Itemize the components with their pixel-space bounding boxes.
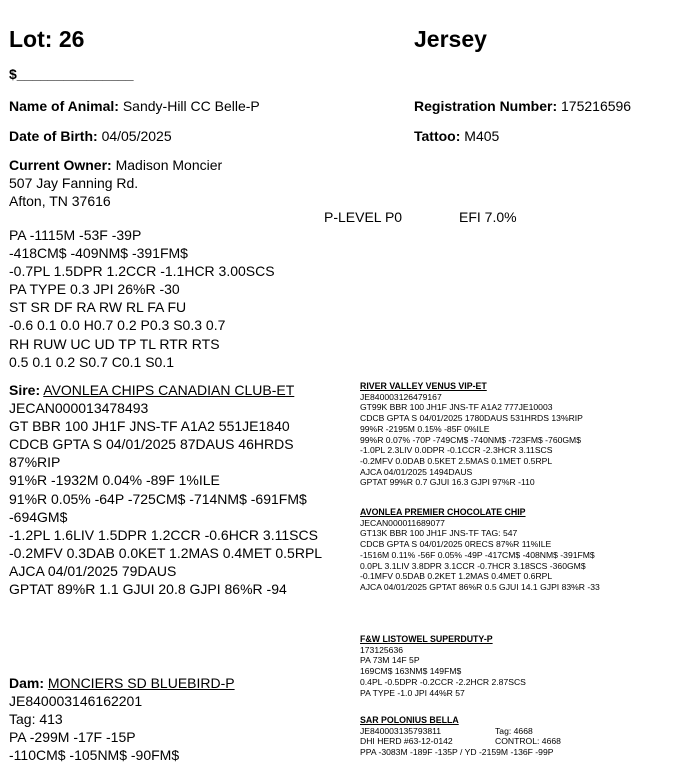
pedigree-control: CONTROL: 4668	[495, 736, 561, 747]
pedigree-name: AVONLEA PREMIER CHOCOLATE CHIP	[360, 507, 526, 517]
sire-heading: Sire: AVONLEA CHIPS CANADIAN CLUB-ET	[9, 382, 295, 398]
pedigree-line: CDCB GPTA S 04/01/2025 0RECS 87%R 11%ILE	[360, 539, 552, 550]
pedigree-name: F&W LISTOWEL SUPERDUTY-P	[360, 634, 493, 644]
pedigree-sire-sire	[360, 507, 600, 593]
dam-line: JE840003146162201	[9, 693, 143, 710]
genomics-line: ST SR DF RA RW RL FA FU	[9, 299, 187, 316]
registration-row	[414, 97, 631, 115]
dam-heading	[9, 674, 235, 692]
dam-label: Dam:	[9, 675, 45, 691]
dam-block	[9, 674, 235, 764]
pedigree-line: 0.0PL 3.1LIV 3.8DPR 3.1CCR -0.7HCR 3.18SCS -360GM$	[360, 560, 586, 571]
pedigree-sire-dam	[360, 381, 583, 488]
pedigree-line: PA 73M 14F 5P	[360, 655, 420, 666]
pedigree-tag: Tag: 4668	[495, 725, 533, 736]
sire-label: Sire	[9, 382, 36, 398]
genomics-line: PA TYPE 0.3 JPI 26%R -30	[9, 281, 180, 298]
sire-line: GPTAT 89%R 1.1 GJUI 20.8 GJPI 86%R -94	[9, 581, 287, 598]
dob-label: Date of Birth:	[9, 128, 98, 144]
lot-number: 26	[58, 26, 85, 52]
genomics-line: 0.5 0.1 0.2 S0.7 C0.1 S0.1	[9, 353, 175, 370]
animal-name-label: Name of Animal:	[9, 98, 119, 114]
pedigree-line: PPA -3083M -189F -135P / YD -2159M -136F -99P	[360, 747, 554, 758]
pedigree-line: JE840003126479167	[360, 391, 442, 402]
animal-name-row	[9, 97, 260, 115]
pedigree-line: 99%R -2195M 0.15% -85F 0%ILE	[360, 423, 490, 434]
dam-line: -110CM$ -105NM$ -90FM$	[9, 747, 180, 764]
dob-value: 04/05/2025	[101, 128, 172, 144]
pedigree-name: SAR POLONIUS BELLA	[360, 715, 459, 725]
sire-line: AJCA 04/01/2025 79DAUS	[9, 562, 177, 579]
pedigree-line: JECAN000011689077	[360, 517, 445, 528]
pedigree-line: -1.0PL 2.3LIV 0.0DPR -0.1CCR -2.3HCR 3.11SCS	[360, 445, 553, 456]
owner-block	[9, 156, 222, 210]
sire-line: GT BBR 100 JH1F JNS-TF A1A2 551JE1840	[9, 418, 290, 435]
pedigree-id: JE840003135793811	[360, 725, 442, 736]
pedigree-line: -0.2MFV 0.0DAB 0.5KET 2.5MAS 0.1MET 0.5RPL	[360, 455, 553, 466]
dam-line: Tag: 413	[9, 711, 63, 728]
pedigree-line: 99%R 0.07% -70P -749CM$ -740NM$ -723FM$ -760GM$	[360, 434, 581, 445]
pedigree-line: AJCA 04/01/2025 GPTAT 86%R 0.5 GJUI 14.1 GJPI 83%R -33	[360, 581, 600, 592]
pedigree-dam-sire	[360, 634, 526, 698]
genomics-line: -418CM$ -409NM$ -391FM$	[9, 245, 188, 262]
pedigree-line: -0.1MFV 0.5DAB 0.2KET 1.2MAS 0.4MET 0.6RPL	[360, 571, 553, 582]
tattoo-label: Tattoo:	[414, 128, 461, 144]
registration-number: 175216596	[561, 98, 632, 114]
animal-name: Sandy-Hill CC Belle-P	[122, 98, 260, 114]
pedigree-row	[360, 726, 561, 737]
pedigree-name: RIVER VALLEY VENUS VIP-ET	[360, 381, 487, 391]
pedigree-dam-dam	[360, 715, 561, 758]
animal-genomics	[9, 226, 275, 371]
genomics-line: RH RUW UC UD TP TL RTR RTS	[9, 335, 220, 352]
tattoo-value: M405	[464, 128, 500, 144]
pedigree-line: CDCB GPTA S 04/01/2025 1780DAUS 531HRDS 13%RIP	[360, 413, 583, 424]
sire-line: -0.2MFV 0.3DAB 0.0KET 1.2MAS 0.4MET 0.5RPL	[9, 544, 323, 561]
lot-label: Lot:	[9, 26, 53, 52]
pedigree-line: -1516M 0.11% -56F 0.05% -49P -417CM$ -408NM$ -391FM$	[360, 549, 595, 560]
sire-name: AVONLEA CHIPS CANADIAN CLUB-ET	[43, 382, 295, 398]
registration-label: Registration Number:	[414, 98, 558, 114]
sire-line: 91%R 0.05% -64P -725CM$ -714NM$ -691FM$ -694GM$	[9, 490, 307, 525]
pedigree-line: GPTAT 99%R 0.7 GJUI 16.3 GJPI 97%R -110	[360, 477, 535, 488]
owner-row	[9, 156, 222, 174]
pedigree-line: 173125636	[360, 644, 404, 655]
dam-line: PA -299M -17F -15P	[9, 729, 136, 746]
sire-line: 91%R -1932M 0.04% -89F 1%ILE	[9, 472, 220, 489]
p-level: P-LEVEL P0	[324, 209, 403, 225]
genomics-line: -0.7PL 1.5DPR 1.2CCR -1.1HCR 3.00SCS	[9, 263, 275, 280]
pedigree-line: 169CM$ 163NM$ 149FM$	[360, 666, 462, 677]
owner-address-1: 507 Jay Fanning Rd.	[9, 175, 139, 192]
genomics-line: PA -1115M -53F -39P	[9, 227, 142, 243]
dam-name: MONCIERS SD BLUEBIRD-P	[47, 675, 235, 691]
dob-row	[9, 127, 172, 145]
tattoo-row	[414, 127, 499, 145]
pedigree-row	[360, 736, 561, 747]
efi-value: EFI 7.0%	[459, 209, 517, 225]
pedigree-line: PA TYPE -1.0 JPI 44%R 57	[360, 687, 465, 698]
pedigree-line: GT99K BBR 100 JH1F JNS-TF A1A2 777JE10003	[360, 402, 553, 413]
lot-heading	[9, 26, 84, 53]
genomics-line: -0.6 0.1 0.0 H0.7 0.2 P0.3 S0.3 0.7	[9, 317, 226, 334]
pedigree-line: 0.4PL -0.5DPR -0.2CCR -2.2HCR 2.87SCS	[360, 676, 526, 687]
pedigree-line: AJCA 04/01/2025 1494DAUS	[360, 466, 473, 477]
sire-block	[9, 381, 344, 598]
sire-line: -1.2PL 1.6LIV 1.5DPR 1.2CCR -0.6HCR 3.11SCS	[9, 526, 318, 543]
owner-label: Current Owner:	[9, 157, 112, 173]
sire-line: CDCB GPTA S 04/01/2025 87DAUS 46HRDS 87%RIP	[9, 436, 294, 471]
breed-heading: Jersey	[414, 26, 487, 52]
owner-name: Madison Moncier	[115, 157, 223, 173]
pedigree-line: GT13K BBR 100 JH1F JNS-TF TAG: 547	[360, 528, 518, 539]
owner-address-2: Afton, TN 37616	[9, 193, 111, 210]
price-line: $_______________	[9, 66, 134, 82]
sire-line: JECAN000013478493	[9, 400, 149, 417]
pedigree-herd: DHI HERD #63-12-0142	[360, 736, 453, 747]
